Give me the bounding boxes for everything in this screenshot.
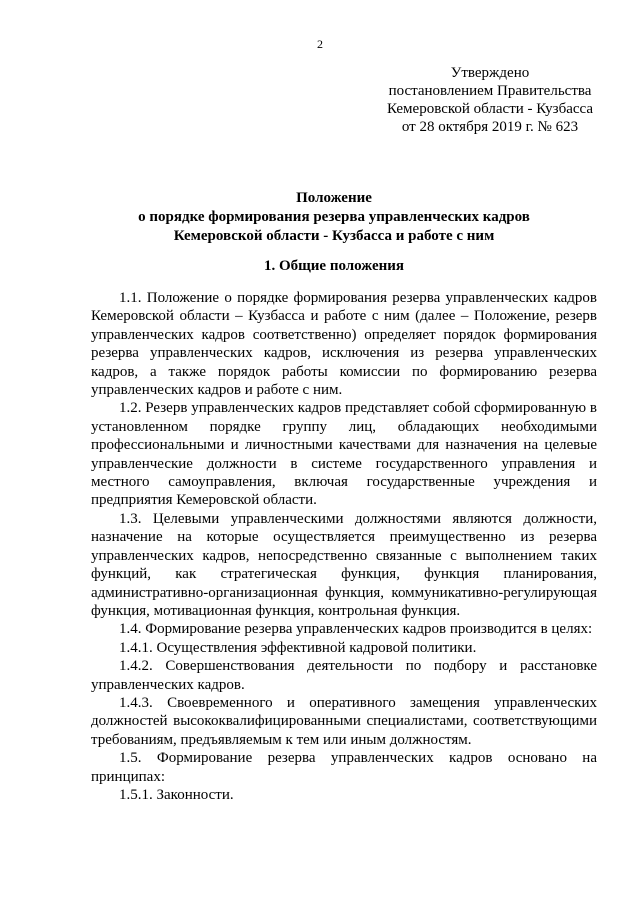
- approval-line-date: от 28 октября 2019 г. № 623: [401, 119, 579, 135]
- paragraph-1-4-1: 1.4.1. Осуществления эффективной кадровой политики.: [119, 639, 477, 656]
- document-title: [60, 189, 608, 246]
- document-body: [91, 289, 597, 804]
- paragraph-1-3: 1.3. Целевыми управленческими должностями являются должности, назначение на которые осуществляется преимущественно из резерва управленческих кадров, непосредственно связанные с выполнением таких функций, как стратегическая функция, функция планирования, административно-организационная функция, коммуникативно-регулирующая функция, мотивационная функция, контрольная функция.: [91, 510, 597, 619]
- paragraph-1-4-2: 1.4.2. Совершенствования деятельности по подбору и расстановке управленческих кадров.: [91, 658, 597, 693]
- approval-line-resolution: постановлением Правительства: [388, 83, 592, 99]
- page-number: 2: [317, 37, 323, 51]
- title-line-1: Положение: [296, 190, 372, 206]
- paragraph-1-5-1: 1.5.1. Законности.: [119, 786, 234, 803]
- section-heading: 1. Общие положения: [263, 258, 405, 274]
- title-line-3: Кемеровской области - Кузбасса и работе с ним: [173, 228, 495, 244]
- approval-block: [370, 64, 610, 136]
- paragraph-1-4: 1.4. Формирование резерва управленческих кадров производится в целях:: [119, 621, 593, 638]
- paragraph-1-5: 1.5. Формирование резерва управленческих кадров основано на принципах:: [91, 750, 597, 785]
- paragraph-1-1: 1.1. Положение о порядке формирования резерва управленческих кадров Кемеровской области – Кузбасса и работе с ним (далее – Положение, резерв управленческих кадров соответственно) определяет порядок формирования резерва управленческих кадров, исключения из резерва управленческих кадров, а также порядок работы комиссии по формированию резерва управленческих кадров и работе с ним.: [91, 290, 597, 399]
- paragraph-1-4-3: 1.4.3. Своевременного и оперативного замещения управленческих должностей высококвалифицированными специалистами, соответствующими требованиям, предъявляемым к тем или иным должностям.: [91, 694, 597, 748]
- approval-line-region: Кемеровской области - Кузбасса: [386, 101, 594, 117]
- title-line-2: о порядке формирования резерва управленческих кадров: [138, 209, 530, 225]
- approval-line-approved: Утверждено: [450, 65, 530, 81]
- paragraph-1-2: 1.2. Резерв управленческих кадров представляет собой сформированную в установленном порядке группу лиц, обладающих необходимыми профессиональными и личностными качествами для назначения на целевые управленческие должности в системе государственного управления и местного самоуправления, включая государственные учреждения и предприятия Кемеровской области.: [91, 400, 597, 509]
